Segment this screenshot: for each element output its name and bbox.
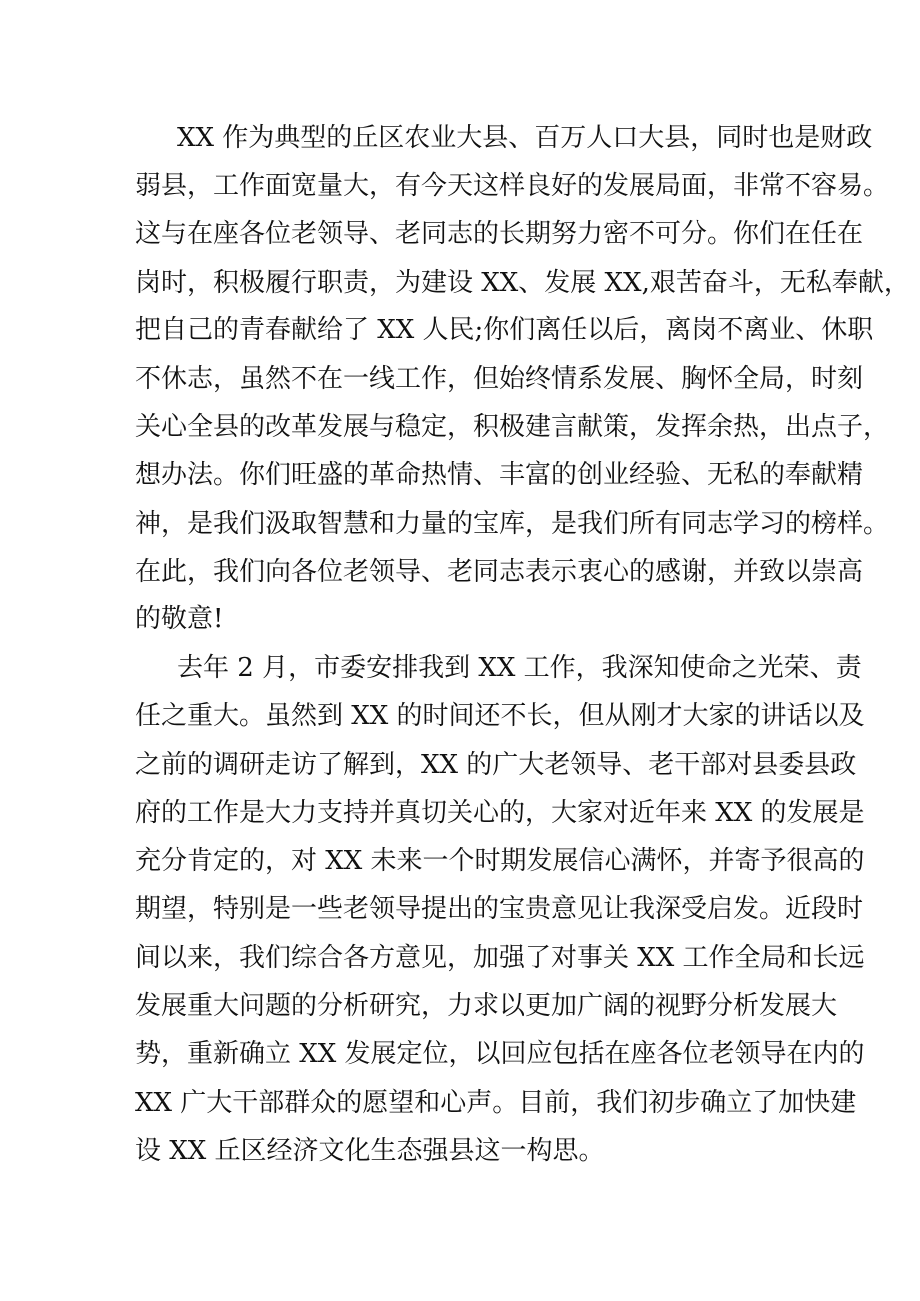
text-line: 不休志，虽然不在一线工作，但始终情系发展、胸怀全局，时刻 — [135, 364, 864, 394]
text-line: 发展重大问题的分析研究，力求以更加广阔的视野分析发展大 — [135, 991, 838, 1021]
text-line: 任之重大。虽然到 XX 的时间还不长，但从刚才大家的讲话以及 — [135, 701, 865, 731]
text-line: XX 作为典型的丘区农业大县、百万人口大县，同时也是财政 — [177, 123, 873, 153]
text-line: 期望，特别是一些老领导提出的宝贵意见让我深受启发。近段时 — [135, 894, 864, 924]
text-line: 岗时，积极履行职责，为建设 XX、发展 XX,艰苦奋斗，无私奉献， — [135, 268, 910, 298]
text-line: 之前的调研走访了解到，XX 的广大老领导、老干部对县委县政 — [135, 750, 857, 780]
text-line: 充分肯定的，对 XX 未来一个时期发展信心满怀，并寄予很高的 — [135, 846, 865, 876]
text-line: XX 广大干部群众的愿望和心声。目前，我们初步确立了加快建 — [135, 1088, 857, 1118]
text-line: 关心全县的改革发展与稳定，积极建言献策，发挥余热，出点子， — [135, 412, 890, 442]
text-line: 的敬意! — [135, 604, 224, 634]
text-line: 这与在座各位老领导、老同志的长期努力密不可分。你们在任在 — [135, 219, 864, 249]
text-line: 在此，我们向各位老领导、老同志表示衷心的感谢，并致以崇高 — [135, 557, 864, 587]
text-line: 弱县，工作面宽量大，有今天这样良好的发展局面，非常不容易。 — [135, 171, 890, 201]
text-line: 府的工作是大力支持并真切关心的，大家对近年来 XX 的发展是 — [135, 798, 865, 828]
text-line: 神，是我们汲取智慧和力量的宝库，是我们所有同志学习的榜样。 — [135, 509, 890, 539]
text-line: 想办法。你们旺盛的革命热情、丰富的创业经验、无私的奉献精 — [135, 460, 864, 490]
text-line: 势，重新确立 XX 发展定位，以回应包括在座各位老领导在内的 — [135, 1039, 865, 1069]
text-line: 把自己的青春献给了 XX 人民;你们离任以后，离岗不离业、休职 — [135, 315, 874, 345]
text-line: 去年 2 月，市委安排我到 XX 工作，我深知使命之光荣、责 — [177, 653, 862, 683]
text-line: 间以来，我们综合各方意见，加强了对事关 XX 工作全局和长远 — [135, 943, 865, 973]
text-line: 设 XX 丘区经济文化生态强县这一构思。 — [135, 1136, 605, 1166]
